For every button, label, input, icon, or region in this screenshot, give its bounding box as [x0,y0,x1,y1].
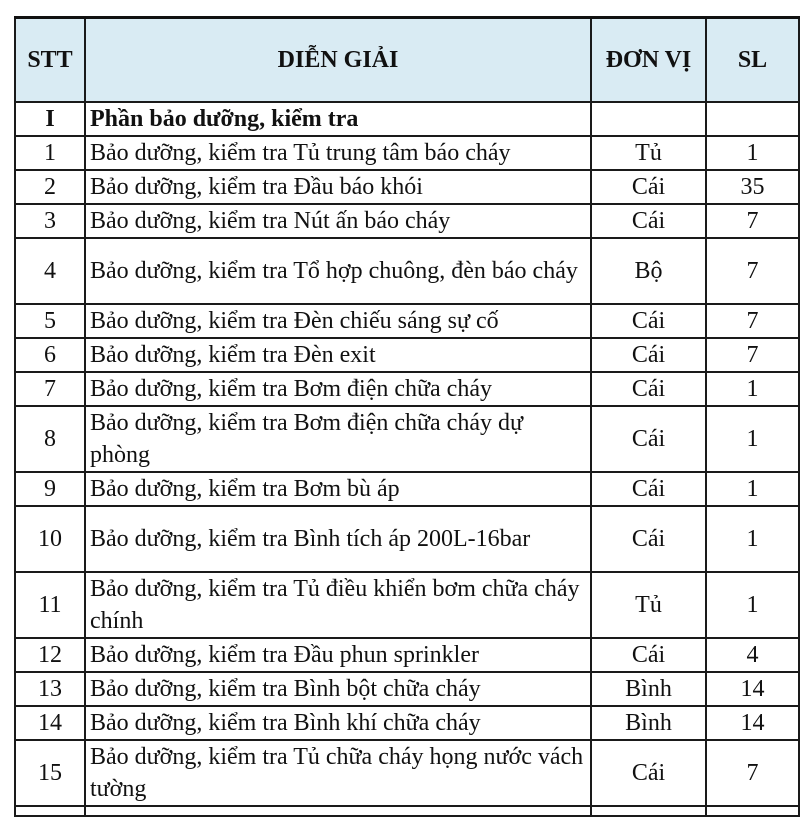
table-row [15,338,799,372]
cell-description: Bảo dưỡng, kiểm tra Tủ chữa cháy họng nước vách tường [85,740,591,806]
cell-unit: Cái [591,372,706,406]
cell-unit: Cái [591,506,706,572]
cell-stt: 5 [15,304,85,338]
cell-unit: Tủ [591,572,706,638]
cell-unit [591,806,706,816]
cell-unit: Bình [591,706,706,740]
cell-description: Bảo dưỡng, kiểm tra Tủ điều khiển bơm chữa cháy chính [85,572,591,638]
section-qty [706,102,799,136]
section-stt: I [15,102,85,136]
cell-qty: 7 [706,740,799,806]
table-row [15,406,799,472]
cell-stt: 9 [15,472,85,506]
table-row [15,706,799,740]
header-description: DIỄN GIẢI [85,18,591,103]
cell-unit: Cái [591,638,706,672]
cell-description: Bảo dưỡng, kiểm tra Đầu báo khói [85,170,591,204]
cell-unit: Tủ [591,136,706,170]
cell-qty [706,806,799,816]
table-row [15,472,799,506]
cell-stt: 1 [15,136,85,170]
cell-qty: 14 [706,672,799,706]
section-row [15,102,799,136]
cell-qty: 1 [706,406,799,472]
cell-qty: 1 [706,572,799,638]
table-row [15,506,799,572]
cell-description: Bảo dưỡng, kiểm tra Bơm bù áp [85,472,591,506]
cell-stt: 11 [15,572,85,638]
cell-unit: Cái [591,472,706,506]
table-row [15,238,799,304]
cell-stt: 13 [15,672,85,706]
cell-unit: Bộ [591,238,706,304]
cell-qty: 35 [706,170,799,204]
cell-qty: 7 [706,304,799,338]
cell-qty: 7 [706,338,799,372]
cell-unit: Cái [591,204,706,238]
cell-stt: 7 [15,372,85,406]
cell-stt: 10 [15,506,85,572]
cell-qty: 4 [706,638,799,672]
cell-description: Bảo dưỡng, kiểm tra Bình bột chữa cháy [85,672,591,706]
cell-unit: Cái [591,740,706,806]
cell-unit: Bình [591,672,706,706]
cell-stt: 12 [15,638,85,672]
cell-qty: 7 [706,238,799,304]
cell-stt: 8 [15,406,85,472]
table-row [15,170,799,204]
table-row [15,204,799,238]
cell-description: Bảo dưỡng, kiểm tra Đầu phun sprinkler [85,638,591,672]
header-row [15,18,799,103]
cell-qty: 14 [706,706,799,740]
cell-stt [15,806,85,816]
cell-description: Bảo dưỡng, kiểm tra Bơm điện chữa cháy dự phòng [85,406,591,472]
section-title: Phần bảo dưỡng, kiểm tra [85,102,591,136]
cell-qty: 1 [706,372,799,406]
cell-unit: Cái [591,338,706,372]
cell-stt: 14 [15,706,85,740]
cell-qty: 7 [706,204,799,238]
cell-description: Bảo dưỡng, kiểm tra Bình khí chữa cháy [85,706,591,740]
cell-description: Bảo dưỡng, kiểm tra Đèn chiếu sáng sự cố [85,304,591,338]
table-row [15,672,799,706]
table-row [15,372,799,406]
header-stt: STT [15,18,85,103]
table-row [15,740,799,806]
cell-qty: 1 [706,472,799,506]
section-unit [591,102,706,136]
table-row-cutoff [15,806,799,816]
table-row [15,304,799,338]
cell-stt: 2 [15,170,85,204]
cell-description: Bảo dưỡng, kiểm tra Đèn exit [85,338,591,372]
cell-unit: Cái [591,170,706,204]
header-unit: ĐƠN VỊ [591,18,706,103]
cell-description: Bảo dưỡng, kiểm tra Bơm điện chữa cháy [85,372,591,406]
cell-stt: 3 [15,204,85,238]
cell-stt: 6 [15,338,85,372]
table-row [15,136,799,170]
cell-unit: Cái [591,304,706,338]
cell-stt: 4 [15,238,85,304]
cell-stt: 15 [15,740,85,806]
cell-description: Bảo dưỡng, kiểm tra Tổ hợp chuông, đèn báo cháy [85,238,591,304]
cell-unit: Cái [591,406,706,472]
cell-description: Bảo dưỡng, kiểm tra Tủ trung tâm báo cháy [85,136,591,170]
cell-description [85,806,591,816]
table-row [15,572,799,638]
cell-qty: 1 [706,506,799,572]
table-row [15,638,799,672]
cell-description: Bảo dưỡng, kiểm tra Bình tích áp 200L-16bar [85,506,591,572]
cell-description: Bảo dưỡng, kiểm tra Nút ấn báo cháy [85,204,591,238]
cell-qty: 1 [706,136,799,170]
header-qty: SL [706,18,799,103]
maintenance-table [14,16,800,817]
